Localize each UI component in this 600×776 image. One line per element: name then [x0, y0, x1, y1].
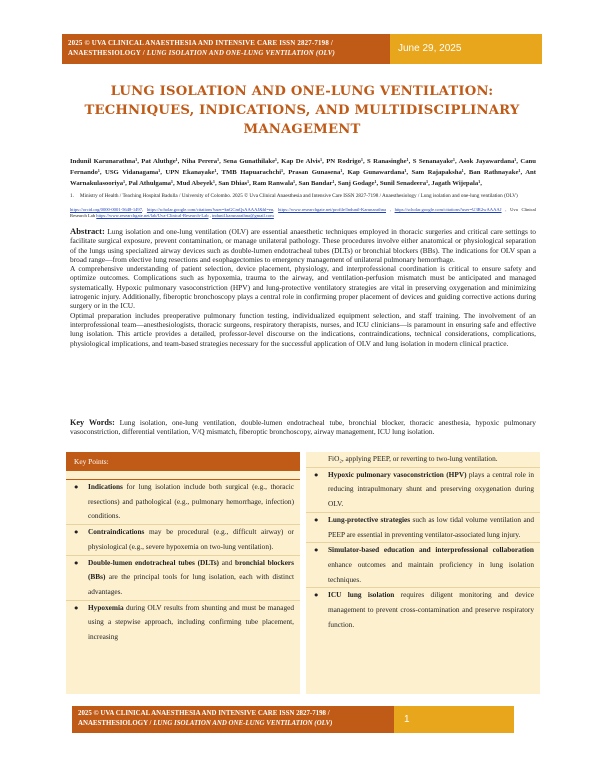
list-item: ● Double-lumen endotracheal tubes (DLTs) and bronchial blockers (BBs) are the principal tools for lung isolation, each with distinct advantages.: [66, 556, 300, 601]
bullet-icon: ●: [314, 469, 319, 479]
header-line-2: ANAESTHESIOLOGY / LUNG ISOLATION AND ONE-LUNG VENTILATION (OLV): [68, 50, 336, 57]
key-points-list-left: [66, 479, 300, 645]
page-number: 1: [394, 706, 514, 733]
list-item: ● Hypoxic pulmonary vasoconstriction (HPV) plays a central role in reducing intrapulmonary shunt and preserving oxygenation during OLV.: [306, 468, 540, 513]
list-item-continuation: FiO₂, applying PEEP, or reverting to two-lung ventilation.: [306, 452, 540, 468]
bullet-icon: ●: [74, 557, 79, 567]
list-item: ● Simulator-based education and interprofessional collaboration enhance outcomes and maintain proficiency in lung isolation techniques.: [306, 543, 540, 588]
key-points-list-right: [306, 452, 540, 632]
paper-title: LUNG ISOLATION AND ONE-LUNG VENTILATION: TECHNIQUES, INDICATIONS, AND MULTIDISCIPLINARY MANAGEMENT: [84, 84, 520, 137]
list-item: ● Contraindications may be procedural (e.g., difficult airway) or physiological (e.g., severe hypoxemia on two-lung ventilation).: [66, 525, 300, 555]
bullet-icon: ●: [314, 590, 319, 600]
bullet-icon: ●: [314, 514, 319, 524]
abstract: [70, 227, 536, 348]
bullet-icon: ●: [74, 527, 79, 537]
affiliation-text: Ministry of Health / Teaching Hospital Badulla / University of Colombo. 2025 © Uva Clinical Anaesthesia and Intensive Care ISSN 2827-7198 / Anaesthesiology / Lung isolation and one-lung ventilation (OLV): [79, 193, 518, 199]
author-links: https://orcid.org/0000-0001-5648-1497, https://scholar.google.com/citations?user=knGCmQsAAAAJ&hl=en, https://www.researchgate.net/profile/Indunil-Karunarathna , https://scholar.google.com/citations?user=U3R2wAAAAJ , Uva Clinical Research Lab https://www.researchgate.net/lab/Uva-Clinical-Research-Lab , indunil.karunarathna@gmail.com: [70, 207, 536, 218]
scholar-link-2[interactable]: https://scholar.google.com/citations?user=U3R2wAAAAJ: [394, 207, 502, 212]
bullet-icon: ●: [314, 545, 319, 555]
list-item: ● ICU lung isolation requires diligent monitoring and device management to prevent cross-contamination and preserve respiratory function.: [314, 590, 534, 629]
abstract-paragraph-2: A comprehensive understanding of patient selection, device placement, physiology, and interprofessional coordination is critical to ensure safety and optimize outcomes. Complications such as hypoxemia, trauma to the airway, and ventilation-perfusion mismatch must be anticipated and managed systematically. Hypoxic pulmonary vasoconstriction (HPV) and lung-protective ventilatory strategies are vital in preserving oxygenation and minimizing iatrogenic injury. Additionally, fiberoptic bronchoscopy plays a central role in confirming proper placement of devices and guiding corrective actions during surgery or in the ICU.: [70, 264, 536, 311]
footer-line-2: ANAESTHESIOLOGY / LUNG ISOLATION AND ONE-LUNG VENTILATION (OLV): [78, 720, 333, 727]
footer-journal-banner: [72, 706, 394, 733]
email-link[interactable]: indunil.karunarathna@gmail.com: [211, 213, 274, 218]
scholar-link[interactable]: https://scholar.google.com/citations?user=knGCmQsAAAAJ&hl=en: [146, 207, 274, 212]
list-item: ● Hypoxemia during OLV results from shunting and must be managed using a stepwise approach, including confirming tube placement, increasing: [74, 602, 294, 642]
abstract-label: Abstract:: [70, 226, 105, 236]
orcid-link[interactable]: https://orcid.org/0000-0001-5648-1497: [70, 207, 143, 212]
page-footer: [72, 706, 514, 733]
abstract-paragraph-1: Abstract: Lung isolation and one-lung ventilation (OLV) are essential anaesthetic techniques employed in thoracic surgeries and critical care settings to facilitate surgical exposure, prevent contamination, or manage unilateral pathology. These procedures involve either anatomical or physiological separation of the lungs using specialized airway devices such as double-lumen endotracheal tubes (DLTs) or bronchial blockers (BBs). The indications for OLV span a broad range—from elective lung resections and esophagectomies to emergency management of unilateral pulmonary hemorrhage.: [70, 226, 536, 264]
key-points-left-column: [66, 452, 300, 694]
keywords-text: Lung isolation, one-lung ventilation, double-lumen endotracheal tube, bronchial blocker, thoracic anesthesia, hypoxic pulmonary vasoconstriction, differential ventilation, V/Q mismatch, fiberoptic bronchoscopy, airway management, ICU lung isolation.: [70, 418, 536, 437]
footer-line-1: 2025 © UVA CLINICAL ANAESTHESIA AND INTENSIVE CARE ISSN 2827-7198 /: [78, 710, 330, 717]
affiliation-number: 1.: [70, 193, 74, 199]
researchgate-link[interactable]: https://www.researchgate.net/profile/Indunil-Karunarathna: [278, 207, 386, 212]
list-item: ● Indications for lung isolation include both surgical (e.g., thoracic resections) and pathological (e.g., pulmonary hemorrhage, infection) conditions.: [66, 480, 300, 525]
abstract-paragraph-3: Optimal preparation includes preoperative pulmonary function testing, individualized equipment selection, and staff training. The involvement of an interprofessional team—anesthesiologists, thoracic surgeons, respiratory therapists, nurses, and ICU clinicians—is paramount in ensuring safe and effective lung isolation. This article provides a detailed, professor-level discourse on the indications, contraindications, technical considerations, complications, physiological implications, and team-based strategies necessary for the successful application of OLV and lung isolation in modern clinical practice.: [70, 310, 536, 348]
bullet-icon: ●: [74, 602, 79, 612]
keywords-label: Key Words:: [70, 418, 115, 427]
header-date: June 29, 2025: [390, 34, 542, 64]
bullet-icon: ●: [74, 482, 79, 491]
list-item: ● Lung-protective strategies such as low tidal volume ventilation and PEEP are essential in preventing ventilator-associated lung injury.: [306, 513, 540, 543]
research-lab-link[interactable]: https://www.researchgate.net/lab/Uva-Clinical-Research-Lab: [96, 213, 209, 218]
header-line-1: 2025 © UVA CLINICAL ANAESTHESIA AND INTENSIVE CARE ISSN 2827-7198 /: [68, 40, 334, 47]
page-header: [62, 34, 542, 64]
keywords: [70, 418, 536, 437]
header-journal-banner: [62, 34, 390, 64]
key-points-right-column: [306, 452, 540, 694]
author-list: Indunil Karunarathna¹, Pat Aluthge¹, Niha Perera¹, Sena Gunathilake¹, Kap De Alvis¹, PN Rodrigo¹, S Ranasinghe¹, S Senanayake¹, Asok Jayawardana¹, Canu Fernando¹, USG Vidanagama¹, UPN Ekanayake¹, TMB Hapuarachchi¹, Prasan Gunasena¹, Kap Gunawardana¹, Sam Rajapaksha¹, Ban Rathnayake¹, Ant Warnakulasooriya¹, Pal Athulgama¹, Mud Abeyek¹, San Dhias¹, Ram Ranwala¹, San Bandar¹, Sanj Godage¹, Sunil Senadeera¹, Jagath Wijepala¹,: [70, 158, 536, 187]
affiliation: [70, 193, 536, 200]
key-points-box: [66, 452, 540, 694]
key-points-heading: Key Points:: [66, 452, 300, 471]
